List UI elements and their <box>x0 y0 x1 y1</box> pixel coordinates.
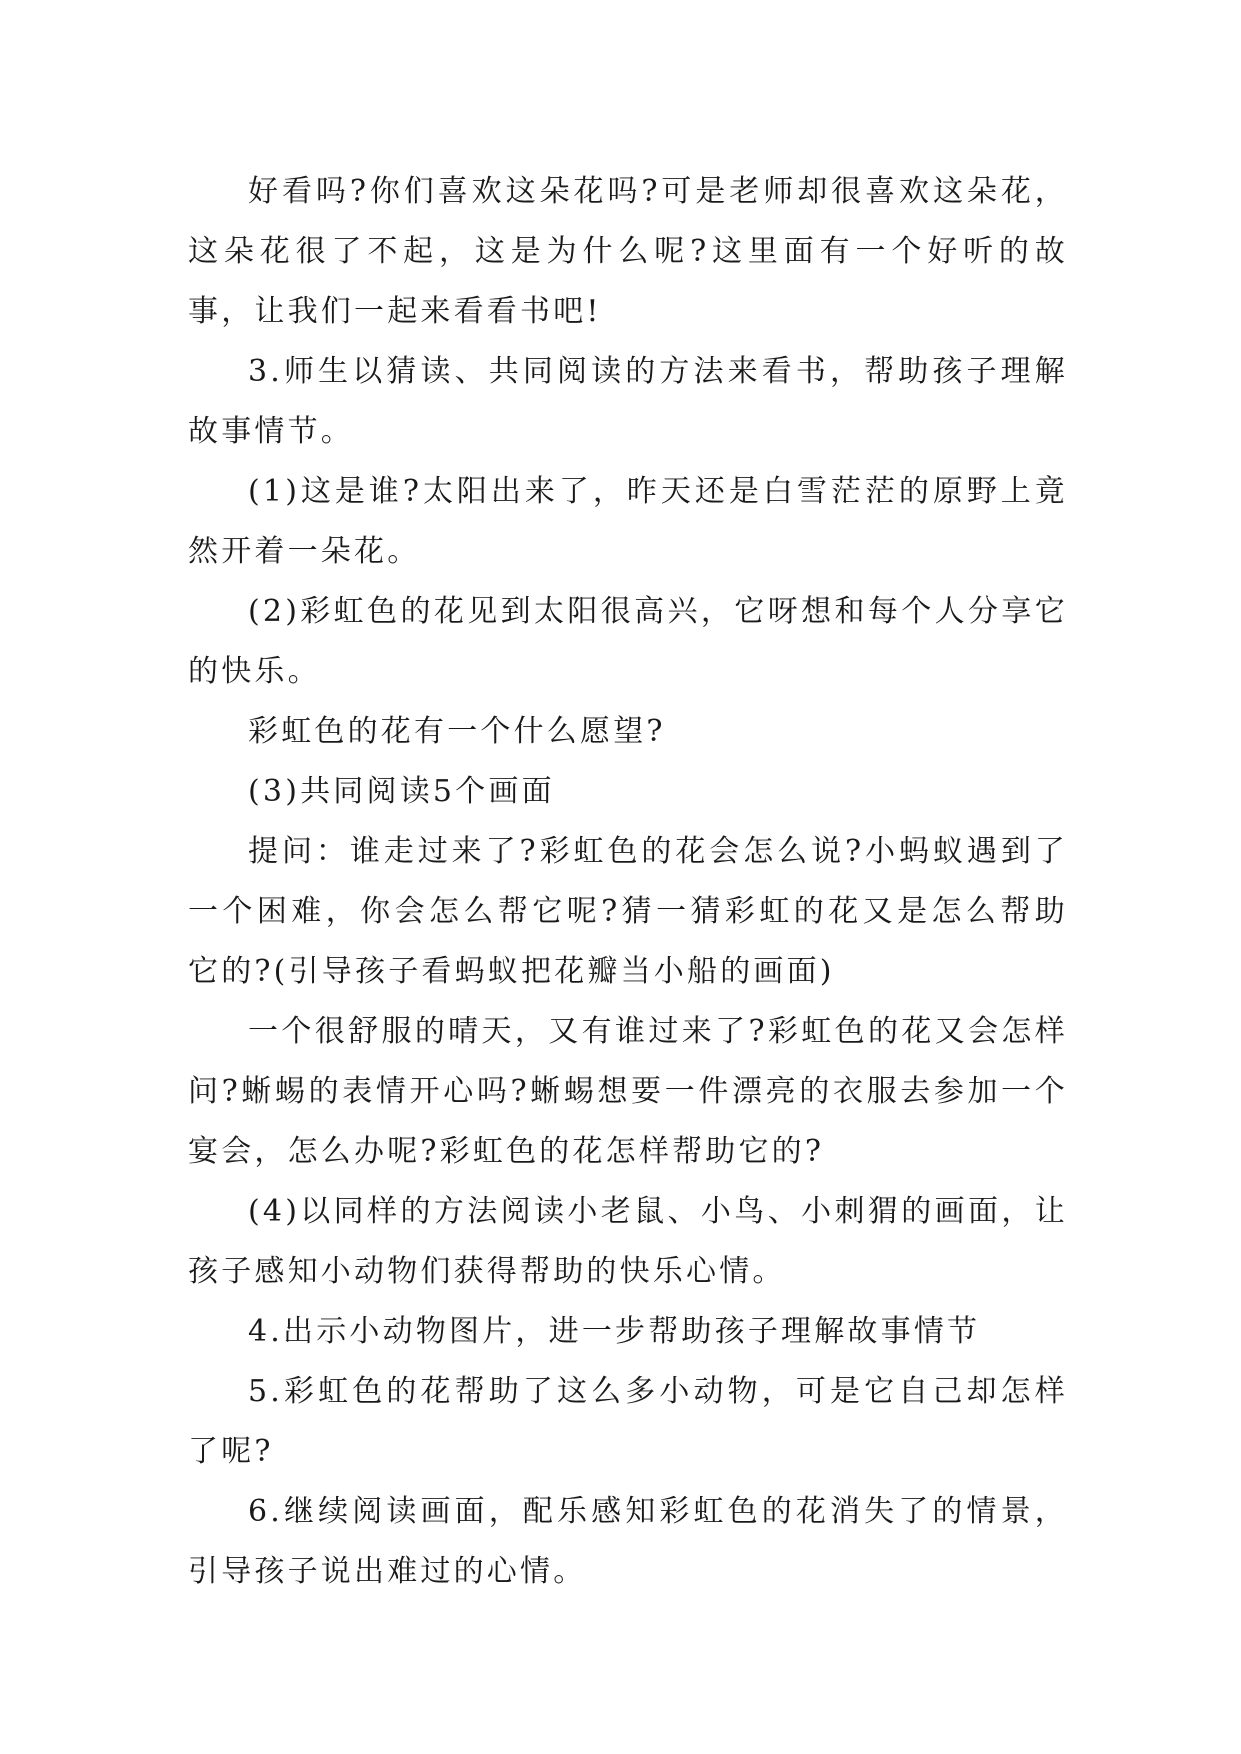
paragraph-intro: 好看吗?你们喜欢这朵花吗?可是老师却很喜欢这朵花，这朵花很了不起，这是为什么呢?这里面有一个好听的故事，让我们一起来看看书吧! <box>188 174 1068 329</box>
paragraph-step-3-2: (2)彩虹色的花见到太阳很高兴，它呀想和每个人分享它的快乐。 <box>188 594 1068 689</box>
paragraph-step-3: 3.师生以猜读、共同阅读的方法来看书，帮助孩子理解故事情节。 <box>188 354 1068 449</box>
paragraph-question-wish: 彩虹色的花有一个什么愿望? <box>248 714 666 749</box>
paragraph-step-3-1: (1)这是谁?太阳出来了，昨天还是白雪茫茫的原野上竟然开着一朵花。 <box>188 474 1068 569</box>
paragraph-step-5: 5.彩虹色的花帮助了这么多小动物，可是它自己却怎样了呢? <box>188 1374 1068 1469</box>
paragraph-step-3-3: (3)共同阅读5个画面 <box>248 774 555 809</box>
document-body <box>188 162 1068 1602</box>
paragraph-lizard: 一个很舒服的晴天，又有谁过来了?彩虹色的花又会怎样问?蜥蜴的表情开心吗?蜥蜴想要一件漂亮的衣服去参加一个宴会，怎么办呢?彩虹色的花怎样帮助它的? <box>188 1014 1068 1169</box>
paragraph-questions-ant: 提问：谁走过来了?彩虹色的花会怎么说?小蚂蚁遇到了一个困难，你会怎么帮它呢?猜一猜彩虹的花又是怎么帮助它的?(引导孩子看蚂蚁把花瓣当小船的画面) <box>188 834 1068 989</box>
paragraph-step-6: 6.继续阅读画面，配乐感知彩虹色的花消失了的情景，引导孩子说出难过的心情。 <box>188 1494 1068 1589</box>
paragraph-step-4: 4.出示小动物图片，进一步帮助孩子理解故事情节 <box>248 1314 981 1349</box>
paragraph-step-3-4: (4)以同样的方法阅读小老鼠、小鸟、小刺猬的画面，让孩子感知小动物们获得帮助的快乐心情。 <box>188 1194 1068 1289</box>
